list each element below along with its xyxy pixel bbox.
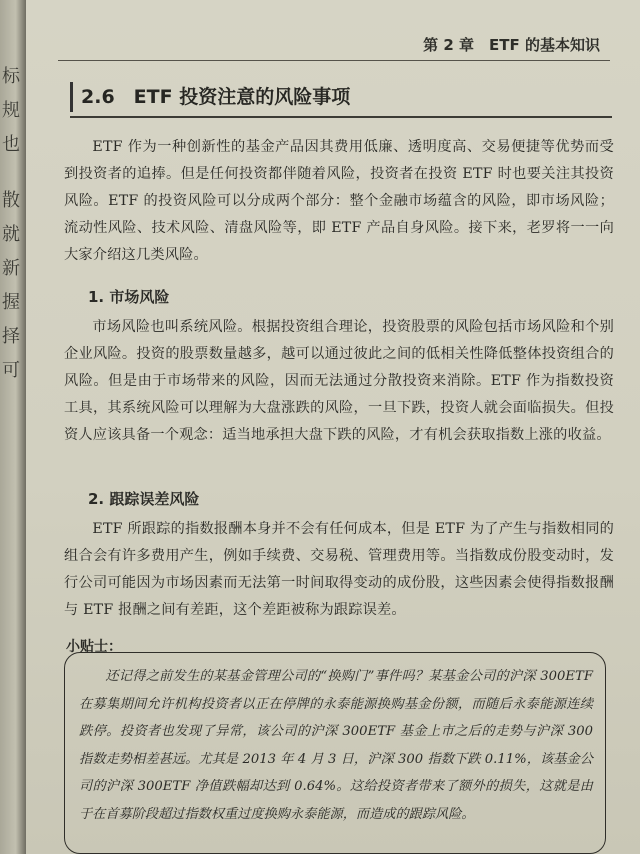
left-char: 可 bbox=[2, 360, 20, 381]
left-char: 就 bbox=[2, 224, 20, 245]
tip-text: 还记得之前发生的某基金管理公司的“换购门”事件吗？某基金公司的沪深 300ETF 在募集期间允许机构投资者以正在停牌的永泰能源换购基金份额，而随后永泰能源连续跌停。投资者也发现了异常，该公司的沪深 300ETF 基金上市之后的走势与沪深 300 指数走势相差甚远。尤其是 2013 年 4 月 3 日，沪深 300 指数下跌 0.11%，该基金公司的沪深 300ETF 净值跌幅却达到 0.64%。这给投资者带来了额外的损失，这就是由于在首募阶段超过指数权重过度换购永泰能源，而造成的跟踪风险。 bbox=[79, 669, 593, 822]
tip-box bbox=[64, 652, 606, 854]
market-risk-heading: 1. 市场风险 bbox=[88, 288, 170, 306]
left-char: 也 bbox=[2, 134, 20, 155]
left-char: 散 bbox=[2, 190, 20, 211]
header-rule bbox=[58, 60, 610, 61]
left-char: 规 bbox=[2, 100, 20, 121]
tracking-risk-paragraph: ETF 所跟踪的指数报酬本身并不会有任何成本，但是 ETF 为了产生与指数相同的组合会有许多费用产生，例如手续费、交易税、管理费用等。当指数成份股变动时，发行公司可能因为市场因素而无法第一时间取得变动的成份股，这些因素会使得指数报酬与 ETF 报酬之间有差距，这个差距被称为跟踪误差。 bbox=[64, 521, 614, 618]
left-char: 新 bbox=[2, 258, 20, 279]
left-char: 握 bbox=[2, 292, 20, 313]
title-rule bbox=[70, 116, 612, 118]
tracking-risk-heading: 2. 跟踪误差风险 bbox=[88, 490, 200, 508]
running-head: 第 2 章 ETF 的基本知识 bbox=[423, 36, 600, 54]
left-page-text bbox=[2, 60, 22, 388]
intro-paragraph: ETF 作为一种创新性的基金产品因其费用低廉、透明度高、交易便捷等优势而受到投资者的追捧。但是任何投资都伴随着风险，投资者在投资 ETF 时也要关注其投资风险。ETF 的投资风险可以分成两个部分：整个金融市场蕴含的风险，即市场风险；流动性风险、技术风险、清盘风险等，即 ETF 产品自身风险。接下来，老罗将一一向大家介绍这几类风险。 bbox=[64, 139, 614, 263]
left-char: 标 bbox=[2, 66, 20, 87]
tip-label: 小贴士： bbox=[66, 639, 122, 655]
left-page-edge bbox=[0, 0, 26, 854]
section-title: 2.6 ETF 投资注意的风险事项 bbox=[70, 82, 350, 112]
book-page bbox=[26, 0, 640, 854]
market-risk-paragraph: 市场风险也叫系统风险。根据投资组合理论，投资股票的风险包括市场风险和个别企业风险。投资的股票数量越多，越可以通过彼此之间的低相关性降低整体投资组合的风险。但是由于市场带来的风险，因而无法通过分散投资来消除。ETF 作为指数投资工具，其系统风险可以理解为大盘涨跌的风险，一旦下跌，投资人就会面临损失。但投资人应该具备一个观念：适当地承担大盘下跌的风险，才有机会获取指数上涨的收益。 bbox=[64, 319, 614, 443]
left-char: 择 bbox=[2, 326, 20, 347]
